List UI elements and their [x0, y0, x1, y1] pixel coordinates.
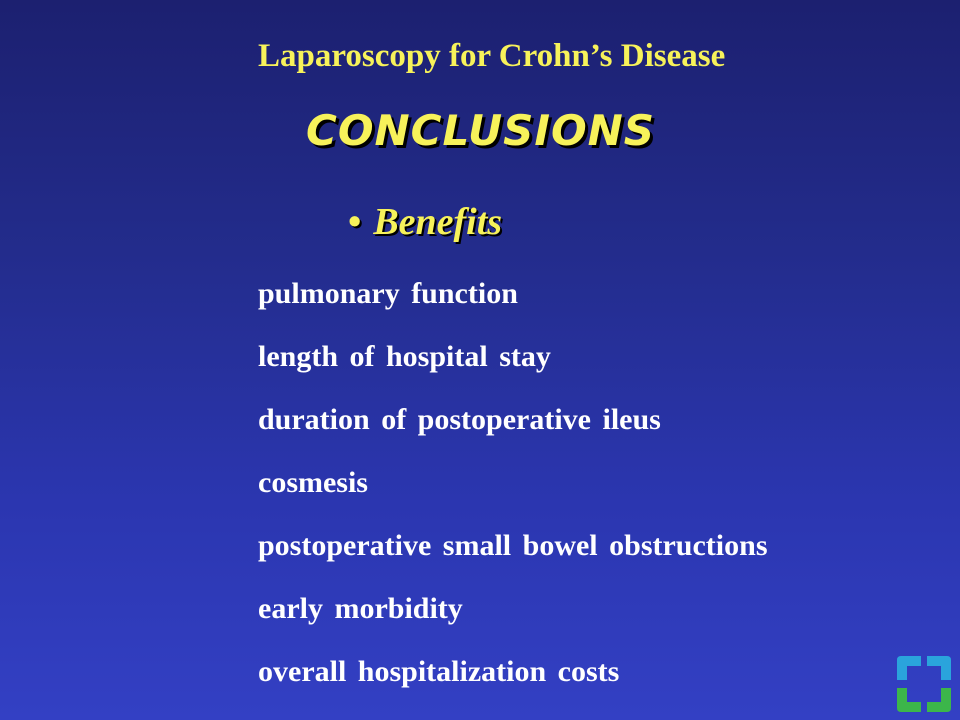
slide-heading: CONCLUSIONS [306, 106, 656, 155]
benefits-bullet [348, 200, 502, 244]
list-item: overall hospitalization costs [258, 655, 620, 688]
list-item: length of hospital stay [258, 340, 551, 373]
bullet-icon: • [348, 201, 362, 243]
slide-subtitle: Laparoscopy for Crohn’s Disease [258, 38, 726, 74]
list-item: early morbidity [258, 592, 463, 625]
list-item: duration of postoperative ileus [258, 403, 661, 436]
list-item: cosmesis [258, 466, 368, 499]
benefits-label: Benefits [373, 201, 503, 243]
cleveland-clinic-logo-icon [897, 656, 951, 712]
benefits-list [258, 272, 768, 713]
list-item: postoperative small bowel obstructions [258, 529, 768, 562]
list-item: pulmonary function [258, 277, 518, 310]
